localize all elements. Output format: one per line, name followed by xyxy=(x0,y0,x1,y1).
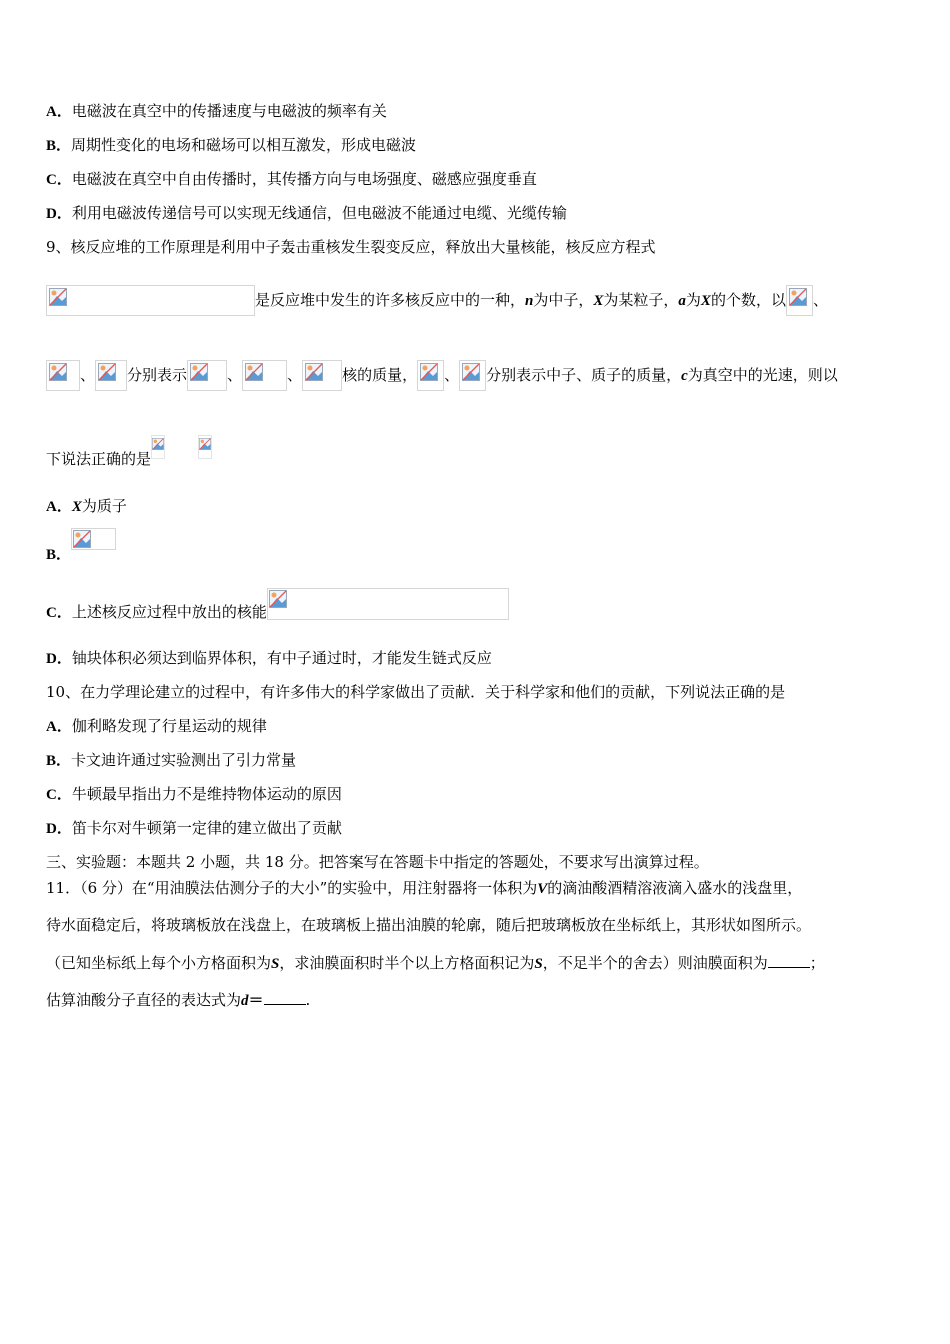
option-letter: B． xyxy=(46,753,72,769)
formula-image xyxy=(187,360,227,391)
q9-stem-line3 xyxy=(46,360,838,391)
var-x: X xyxy=(700,293,711,309)
formula-image xyxy=(198,435,212,459)
q9-text: 是反应堆中发生的许多核反应中的一种， xyxy=(255,291,526,309)
separator: 、 xyxy=(227,366,243,384)
option-text: 铀块体积必须达到临界体积，有中子通过时，才能发生链式反应 xyxy=(71,649,492,667)
q9-text: 分别表示 xyxy=(127,366,188,384)
answer-blank[interactable] xyxy=(264,990,306,1005)
q10-option-c xyxy=(46,784,342,805)
option-letter: A． xyxy=(46,499,72,515)
option-text: 电磁波在真空中自由传播时，其传播方向与电场强度、磁感应强度垂直 xyxy=(71,170,537,188)
separator: 、 xyxy=(444,366,460,384)
q10-option-d xyxy=(46,818,342,839)
var-a: a xyxy=(678,293,686,309)
broken-image-icon xyxy=(49,363,67,381)
broken-image-icon xyxy=(49,288,67,306)
broken-image-icon xyxy=(462,363,480,381)
broken-image-icon xyxy=(789,288,807,306)
option-letter: C． xyxy=(46,605,72,621)
option-text: 周期性变化的电场和磁场可以相互激发，形成电磁波 xyxy=(71,136,417,154)
option-letter: B． xyxy=(46,138,72,154)
option-text: 电磁波在真空中的传播速度与电磁波的频率有关 xyxy=(71,102,387,120)
broken-image-icon xyxy=(190,363,208,381)
q9-text: 为某粒子， xyxy=(603,291,679,309)
broken-image-icon xyxy=(98,363,116,381)
var-n: n xyxy=(525,293,534,309)
var-c: c xyxy=(681,368,688,384)
broken-image-icon xyxy=(420,363,438,381)
option-letter: A． xyxy=(46,104,72,120)
formula-image xyxy=(267,588,509,620)
q9-option-a xyxy=(46,496,127,517)
equals-sign: ＝ xyxy=(248,993,264,1009)
q9-text: 为 xyxy=(685,291,701,309)
q9-option-d xyxy=(46,648,492,669)
formula-image xyxy=(151,435,165,459)
var-x: X xyxy=(593,293,604,309)
q11-text: 估算油酸分子直径的表达式为 xyxy=(46,991,242,1009)
q10-option-a xyxy=(46,716,267,737)
formula-image xyxy=(417,360,444,391)
q10-option-b xyxy=(46,750,296,771)
option-letter: C． xyxy=(46,787,72,803)
q11-text: ，求油膜面积时半个以上方格面积记为 xyxy=(279,954,535,972)
q10-stem-text: 10、在力学理论建立的过程中，有许多伟大的科学家做出了贡献．关于科学家和他们的贡献，下列说法正确的是 xyxy=(46,683,786,701)
broken-image-icon xyxy=(305,363,323,381)
q11-line3 xyxy=(46,953,825,974)
q8-option-c xyxy=(46,169,537,190)
section-heading-text: 三、实验题：本题共 2 小题，共 18 分。把答案写在答题卡中指定的答题处，不要求写出演算过程。 xyxy=(46,853,709,871)
broken-image-icon xyxy=(245,363,263,381)
option-text: 为质子 xyxy=(81,497,127,515)
q11-text: 的滴油酸酒精溶液滴入盛水的浅盘里， xyxy=(547,879,803,897)
q11-text: 11．（6 分）在“用油膜法估测分子的大小”的实验中，用注射器将一体积为 xyxy=(46,879,538,897)
q9-stem-line2 xyxy=(46,285,828,316)
broken-image-icon xyxy=(199,437,211,451)
q9-text: 为真空中的光速，则以 xyxy=(687,366,838,384)
option-text: 上述核反应过程中放出的核能 xyxy=(71,603,267,621)
reaction-equation-image xyxy=(46,285,255,316)
q9-option-c xyxy=(46,588,509,623)
formula-image xyxy=(459,360,486,391)
q11-text: 待水面稳定后，将玻璃板放在浅盘上，在玻璃板上描出油膜的轮廓，随后把玻璃板放在坐标纸上，其形状如图所示。 xyxy=(46,916,812,934)
broken-image-icon xyxy=(269,590,287,608)
formula-image xyxy=(302,360,342,391)
broken-image-icon xyxy=(73,530,91,548)
separator: 、 xyxy=(812,291,828,309)
q10-stem xyxy=(46,682,785,702)
q11-text: . xyxy=(305,991,311,1009)
var-s: S xyxy=(534,956,543,972)
q9-stem-text: 9、核反应堆的工作原理是利用中子轰击重核发生裂变反应，释放出大量核能，核反应方程式 xyxy=(46,238,656,256)
q11-text: （已知坐标纸上每个小方格面积为 xyxy=(46,954,272,972)
formula-image xyxy=(95,360,127,391)
option-letter: A． xyxy=(46,719,72,735)
q11-line4 xyxy=(46,990,310,1011)
option-letter: D． xyxy=(46,206,72,222)
option-text: 笛卡尔对牛顿第一定律的建立做出了贡献 xyxy=(71,819,342,837)
q9-text: 的个数，以 xyxy=(710,291,786,309)
var-s: S xyxy=(271,956,280,972)
option-letter: D． xyxy=(46,651,72,667)
option-letter: D． xyxy=(46,821,72,837)
q9-option-b xyxy=(46,528,116,565)
formula-image xyxy=(71,528,116,550)
q11-text: ； xyxy=(809,954,825,972)
separator: 、 xyxy=(287,366,303,384)
var-x: X xyxy=(71,499,82,515)
option-letter: B． xyxy=(46,547,72,563)
q11-line1 xyxy=(46,878,802,899)
broken-image-icon xyxy=(152,437,164,451)
section-heading xyxy=(46,852,709,872)
option-text: 利用电磁波传递信号可以实现无线通信，但电磁波不能通过电缆、光缆传输 xyxy=(71,204,567,222)
q9-text: 下说法正确的是 xyxy=(46,450,152,468)
q8-option-a xyxy=(46,101,387,122)
q11-text: ，不足半个的舍去）则油膜面积为 xyxy=(542,954,768,972)
option-letter: C． xyxy=(46,172,72,188)
q9-text: 为中子， xyxy=(533,291,594,309)
q9-stem-line1 xyxy=(46,237,656,257)
var-d: d xyxy=(241,993,249,1009)
formula-image xyxy=(786,285,813,316)
option-text: 卡文迪许通过实验测出了引力常量 xyxy=(71,751,297,769)
option-text: 伽利略发现了行星运动的规律 xyxy=(71,717,267,735)
q9-text: 分别表示中子、质子的质量， xyxy=(486,366,682,384)
answer-blank[interactable] xyxy=(768,953,810,968)
q9-text: 核的质量， xyxy=(342,366,418,384)
formula-image xyxy=(242,360,287,391)
var-v: V xyxy=(537,881,548,897)
separator: 、 xyxy=(80,366,96,384)
q11-line2 xyxy=(46,915,811,935)
q8-option-d xyxy=(46,203,567,224)
q9-stem-line4 xyxy=(46,435,212,469)
option-text: 牛顿最早指出力不是维持物体运动的原因 xyxy=(71,785,342,803)
q8-option-b xyxy=(46,135,416,156)
formula-image xyxy=(46,360,80,391)
